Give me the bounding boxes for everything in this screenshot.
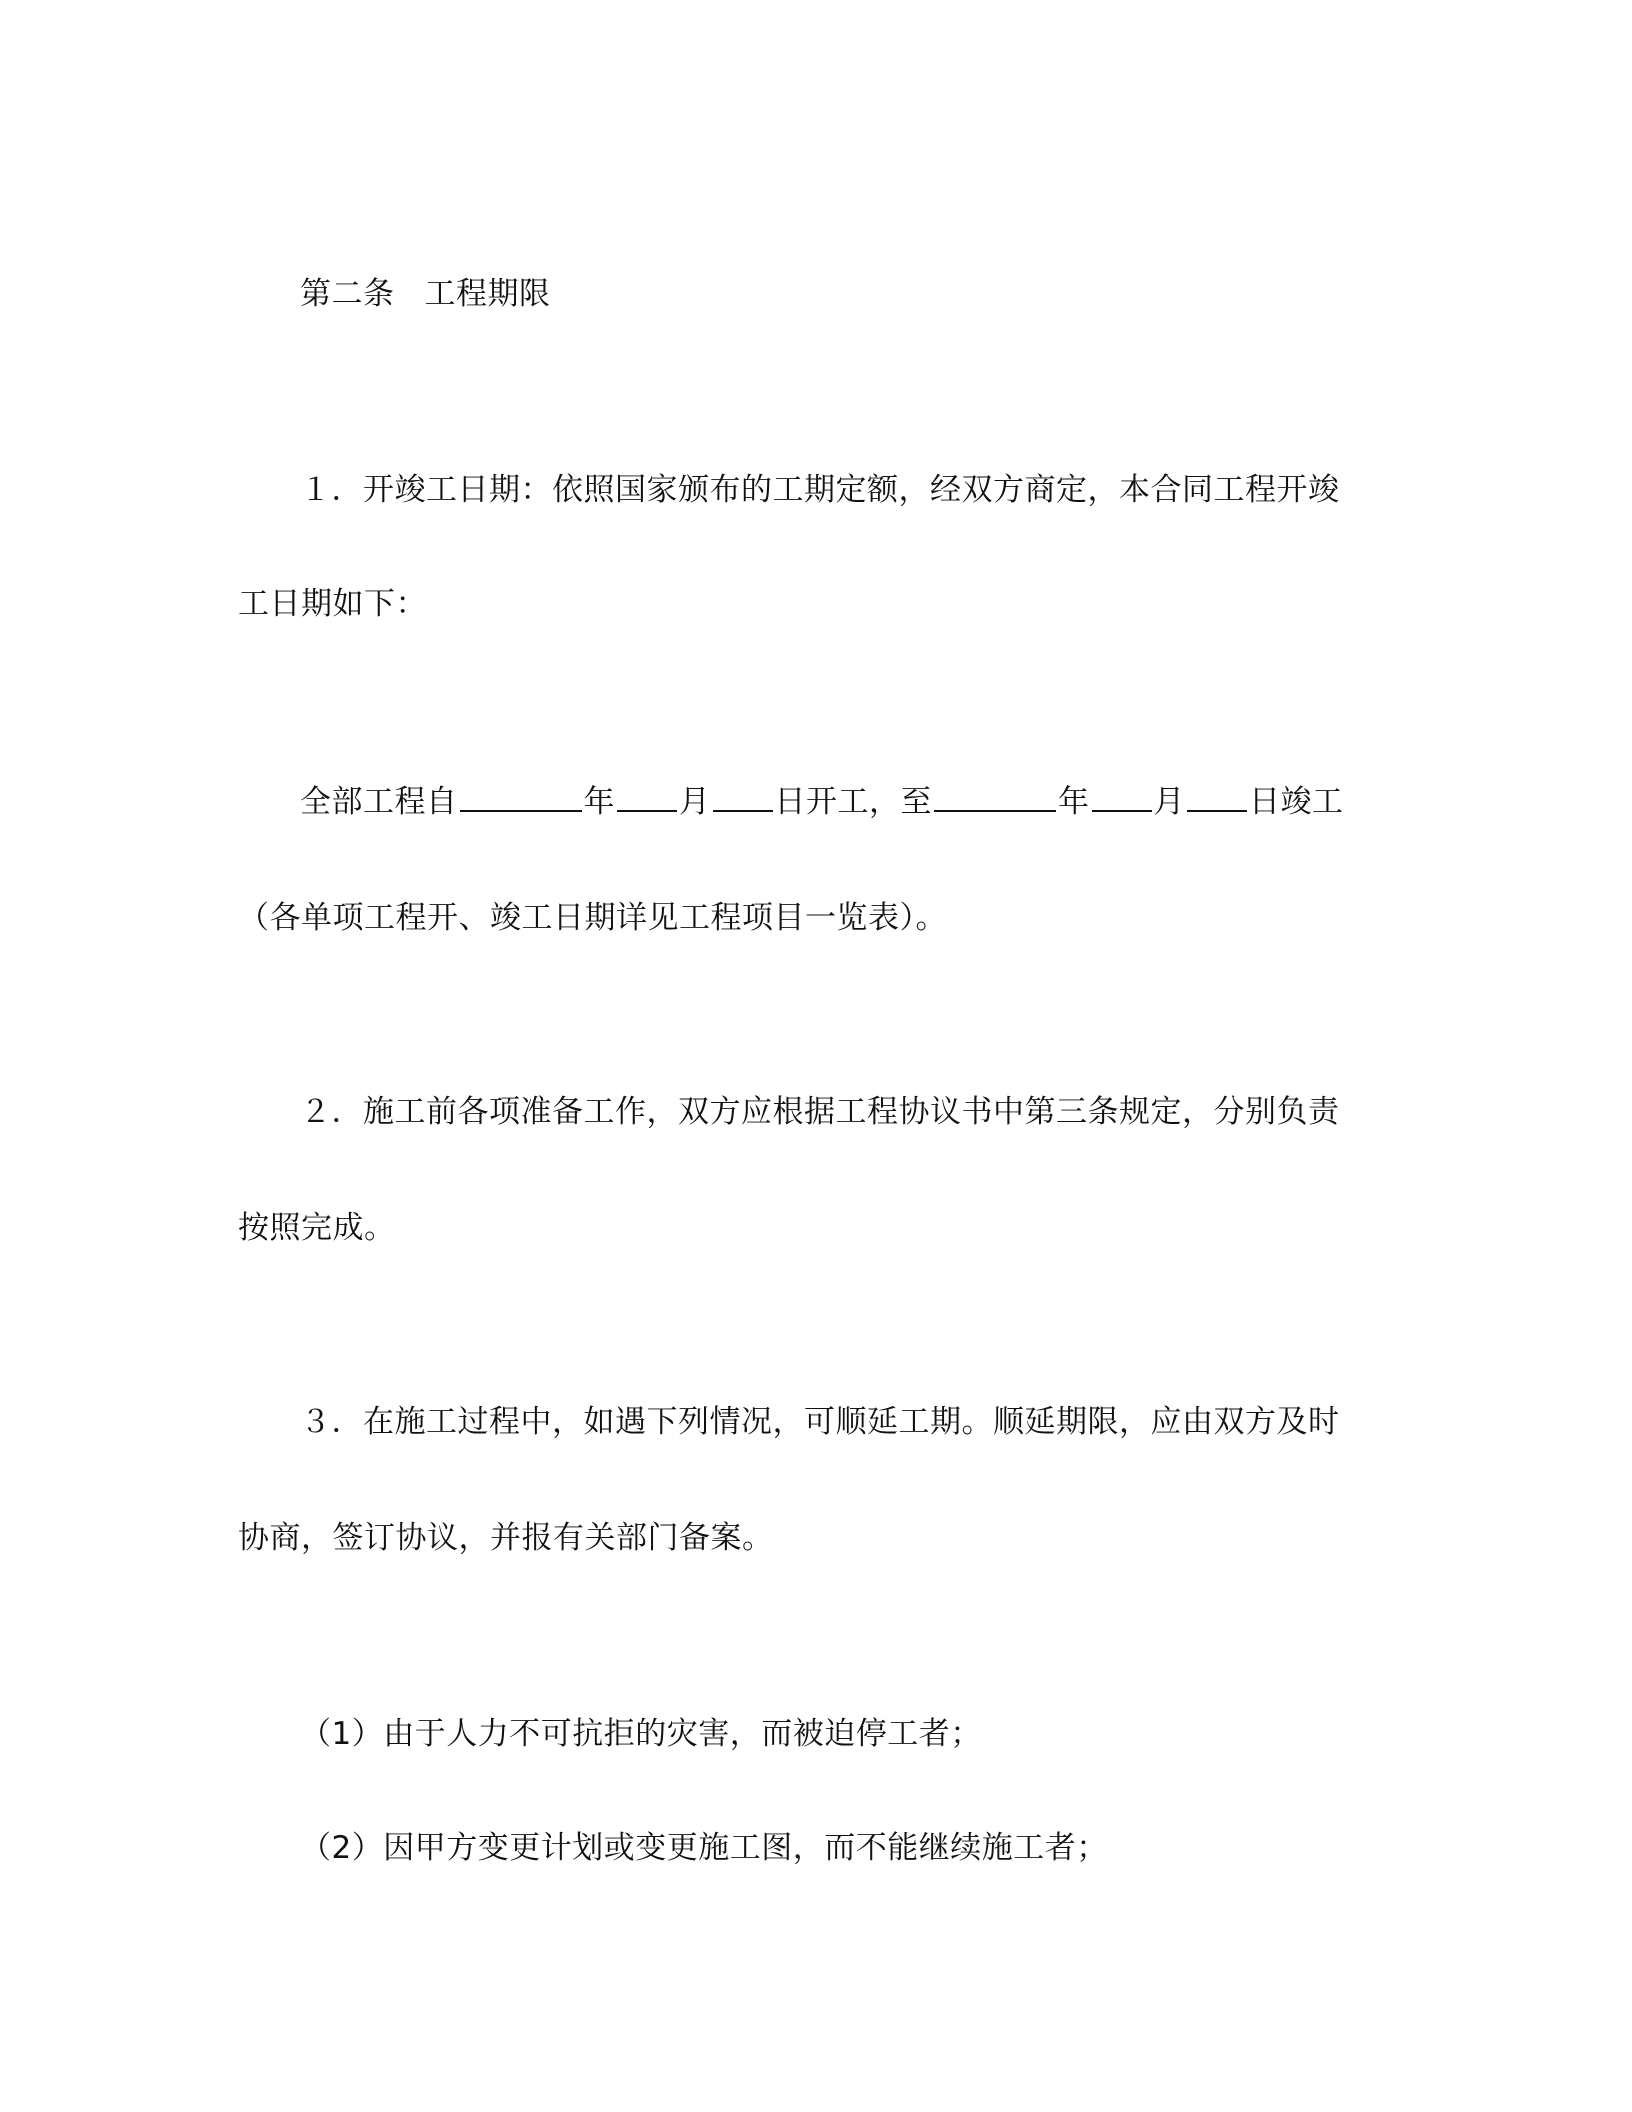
- article-number: 第二条: [300, 276, 395, 312]
- start-year-label: 年: [583, 784, 615, 820]
- end-day-blank[interactable]: [1187, 780, 1247, 812]
- date-lead: 全部工程自: [300, 784, 458, 820]
- paragraph-3-line-1: ３．在施工过程中，如遇下列情况，可顺延工期。顺延期限，应由双方及时: [300, 1404, 1340, 1440]
- paragraph-1-line-2: 工日期如下：: [238, 586, 427, 622]
- start-day-blank[interactable]: [713, 780, 773, 812]
- end-year-blank[interactable]: [934, 780, 1056, 812]
- end-day-label: 日竣工: [1249, 784, 1344, 820]
- paragraph-2-line-2: 按照完成。: [238, 1210, 396, 1246]
- paragraph-1-line-4: （各单项工程开、竣工日期详见工程项目一览表）。: [238, 900, 947, 936]
- date-fill-line: [300, 780, 1344, 824]
- list-item-1: （1）由于人力不可抗拒的灾害，而被迫停工者；: [300, 1716, 982, 1752]
- end-year-label: 年: [1058, 784, 1090, 820]
- start-day-label: 日开工，至: [774, 784, 932, 820]
- article-heading: [300, 272, 551, 316]
- start-year-blank[interactable]: [460, 780, 582, 812]
- end-month-label: 月: [1153, 784, 1185, 820]
- paragraph-2-line-1: ２．施工前各项准备工作，双方应根据工程协议书中第三条规定，分别负责: [300, 1094, 1340, 1130]
- end-month-blank[interactable]: [1092, 780, 1152, 812]
- paragraph-3-line-2: 协商，签订协议，并报有关部门备案。: [238, 1520, 774, 1556]
- start-month-blank[interactable]: [617, 780, 677, 812]
- list-item-2: （2）因甲方变更计划或变更施工图，而不能继续施工者；: [300, 1830, 1108, 1866]
- article-title: 工程期限: [424, 276, 551, 312]
- paragraph-1-line-1: １．开竣工日期：依照国家颁布的工期定额，经双方商定，本合同工程开竣: [300, 472, 1340, 508]
- start-month-label: 月: [679, 784, 711, 820]
